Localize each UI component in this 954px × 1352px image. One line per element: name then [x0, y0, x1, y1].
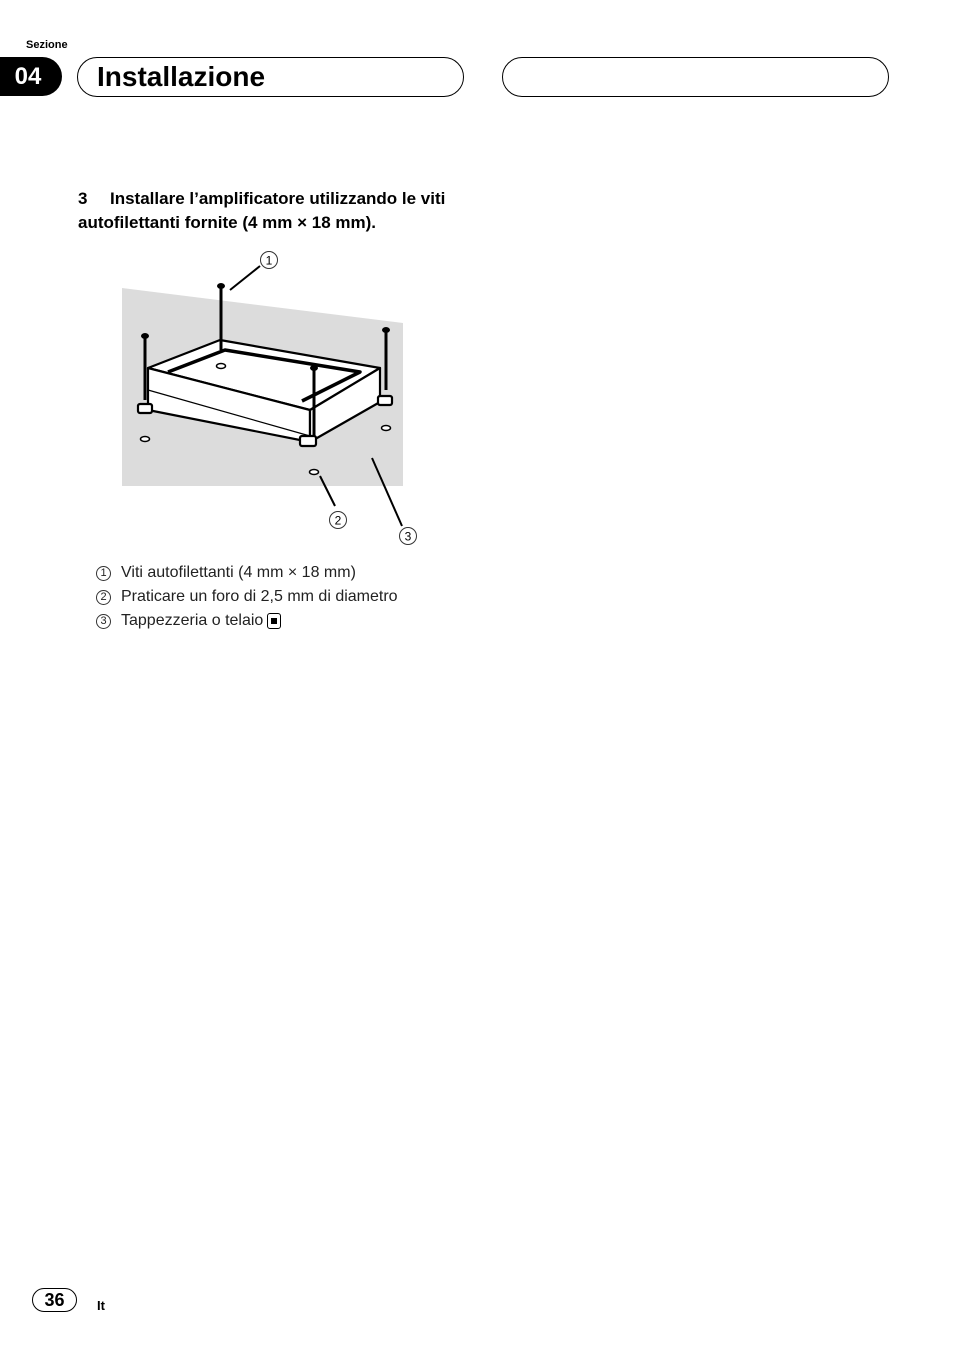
section-label: Sezione	[26, 39, 68, 51]
legend-text: Tappezzeria o telaio	[121, 612, 264, 629]
page-title: Installazione	[97, 61, 266, 92]
callout-3	[400, 528, 417, 545]
page-number: 36	[32, 1288, 77, 1312]
blank-title-frame	[502, 57, 889, 97]
svg-text:2: 2	[334, 513, 342, 528]
svg-text:3: 3	[404, 529, 412, 544]
step-text: Installare l’amplificatore utilizzando le viti autofilettanti fornite (4 mm × 18 mm).	[78, 189, 446, 232]
installation-figure	[110, 240, 440, 550]
legend-item	[96, 609, 398, 633]
language-code: It	[97, 1298, 105, 1313]
end-of-section-icon	[267, 613, 281, 629]
legend-text: Viti autofilettanti (4 mm × 18 mm)	[121, 564, 356, 581]
legend-marker: 2	[96, 590, 111, 605]
legend-marker: 3	[96, 614, 111, 629]
legend-item	[96, 585, 398, 609]
step-number: 3	[78, 189, 88, 208]
callout-2	[330, 512, 347, 529]
legend-marker: 1	[96, 566, 111, 581]
callout-1	[261, 252, 278, 269]
section-number-badge: 04	[0, 57, 62, 96]
legend-item	[96, 561, 398, 585]
step-instruction	[78, 187, 468, 235]
legend-text: Praticare un foro di 2,5 mm di diametro	[121, 588, 398, 605]
svg-text:1: 1	[265, 253, 273, 268]
figure-legend	[96, 561, 398, 633]
